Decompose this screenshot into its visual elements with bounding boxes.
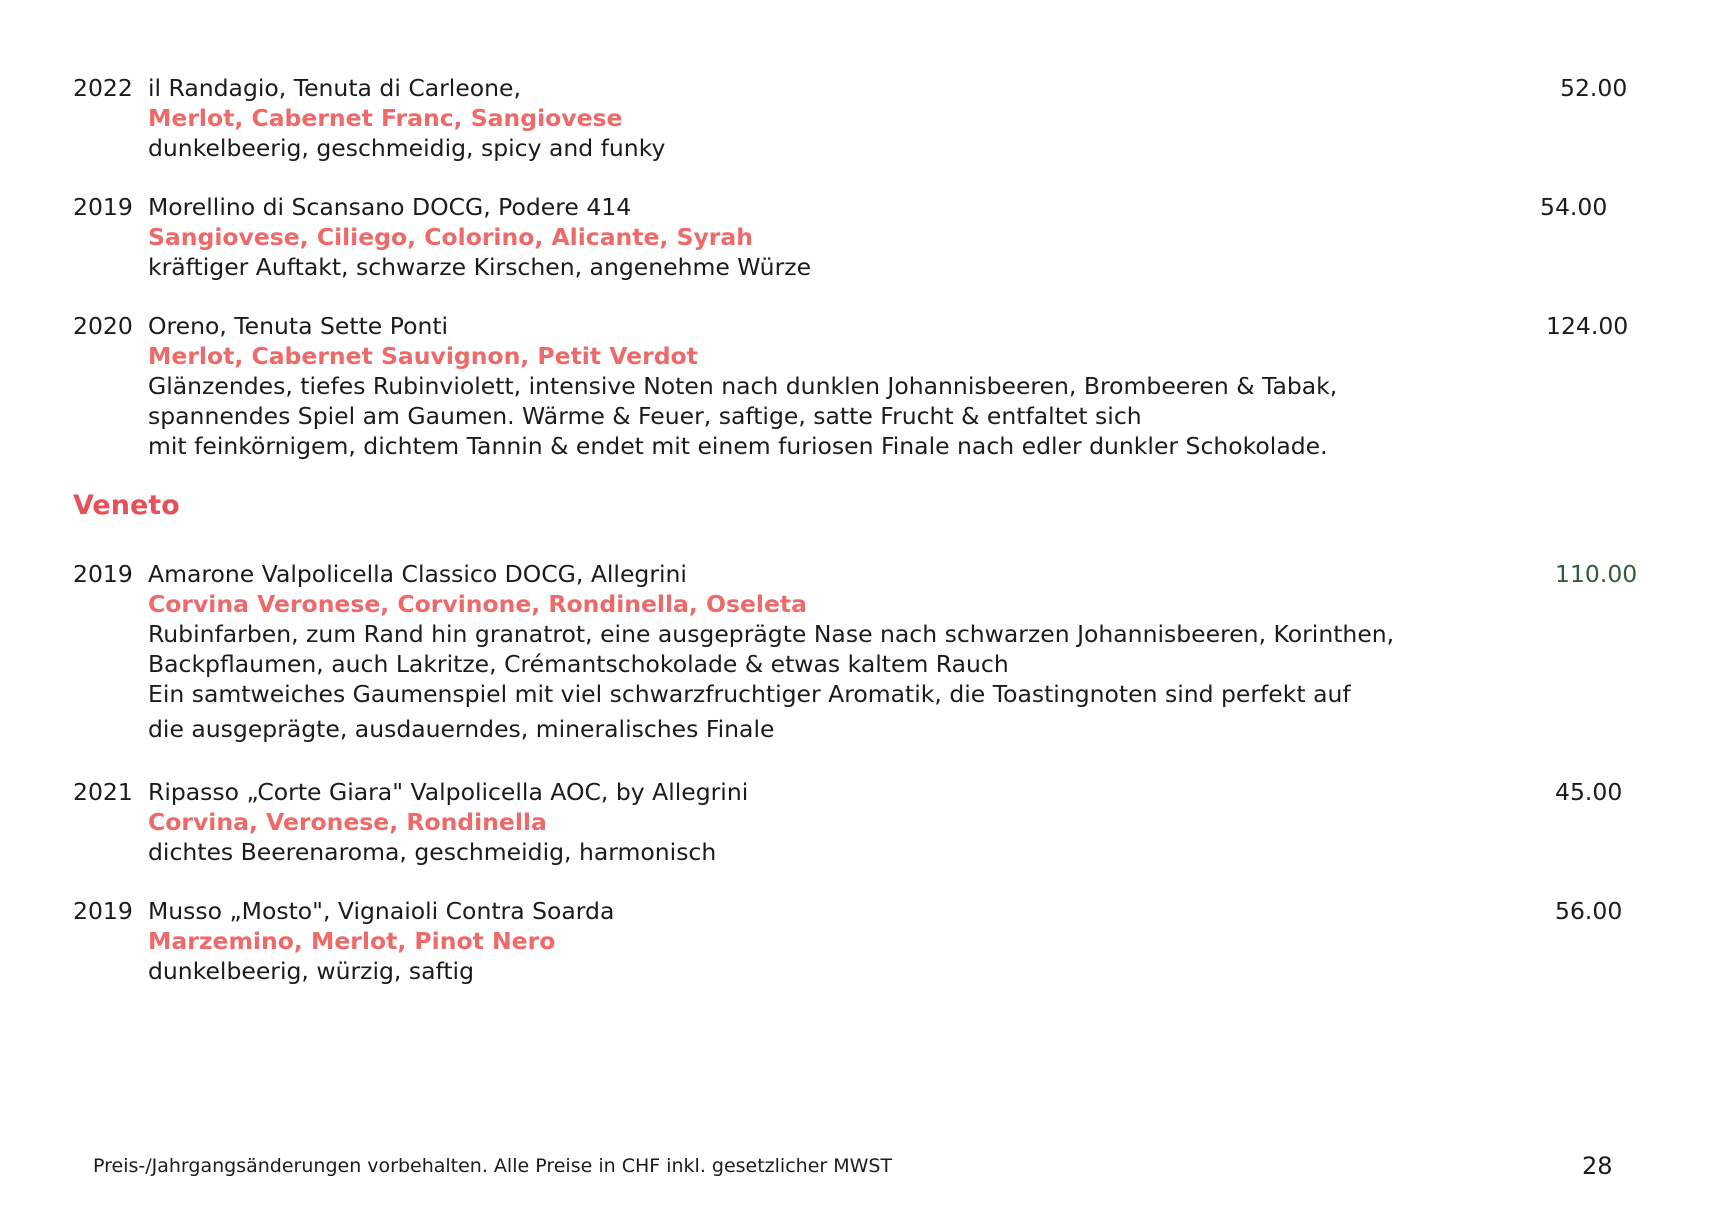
page-number: 28 [1582, 1152, 1613, 1180]
wine-year: 2022 [73, 74, 133, 102]
wine-grapes: Marzemino, Merlot, Pinot Nero [148, 927, 556, 955]
wine-description: dichtes Beerenaroma, geschmeidig, harmonisch [148, 838, 717, 866]
wine-description: mit feinkörnigem, dichtem Tannin & endet mit einem furiosen Finale nach edler dunkler Schokolade. [148, 432, 1328, 460]
wine-description: Rubinfarben, zum Rand hin granatrot, eine ausgeprägte Nase nach schwarzen Johannisbeeren, Korinthen, [148, 620, 1395, 648]
wine-year: 2021 [73, 778, 133, 806]
wine-description: Ein samtweiches Gaumenspiel mit viel schwarzfruchtiger Aromatik, die Toastingnoten sind perfekt auf [148, 680, 1351, 708]
wine-name: Musso „Mosto", Vignaioli Contra Soarda [148, 897, 615, 925]
wine-entry [73, 777, 1653, 867]
wine-description: spannendes Spiel am Gaumen. Wärme & Feuer, saftige, satte Frucht & entfaltet sich [148, 402, 1142, 430]
wine-price: 124.00 [1546, 312, 1629, 340]
wine-entry [73, 73, 1653, 163]
wine-year: 2020 [73, 312, 133, 340]
wine-year: 2019 [73, 193, 133, 221]
wine-name: Oreno, Tenuta Sette Ponti [148, 312, 449, 340]
wine-grapes: Merlot, Cabernet Sauvignon, Petit Verdot [148, 342, 698, 370]
wine-name: Ripasso „Corte Giara" Valpolicella AOC, by Allegrini [148, 778, 749, 806]
wine-entry [73, 311, 1653, 461]
wine-year: 2019 [73, 897, 133, 925]
wine-entry [73, 192, 1653, 282]
wine-description: dunkelbeerig, würzig, saftig [148, 957, 475, 985]
wine-grapes: Sangiovese, Ciliego, Colorino, Alicante, Syrah [148, 223, 753, 251]
wine-grapes: Merlot, Cabernet Franc, Sangiovese [148, 104, 623, 132]
wine-price: 45.00 [1555, 778, 1623, 806]
wine-description: dunkelbeerig, geschmeidig, spicy and funky [148, 134, 666, 162]
wine-price: 52.00 [1560, 74, 1628, 102]
wine-year: 2019 [73, 560, 133, 588]
wine-grapes: Corvina, Veronese, Rondinella [148, 808, 547, 836]
wine-name: Morellino di Scansano DOCG, Podere 414 [148, 193, 632, 221]
wine-price: 54.00 [1540, 193, 1608, 221]
wine-grapes: Corvina Veronese, Corvinone, Rondinella, Oseleta [148, 590, 807, 618]
wine-entry [73, 559, 1653, 744]
wine-description: Backpflaumen, auch Lakritze, Crémantschokolade & etwas kaltem Rauch [148, 650, 1009, 678]
wine-price: 110.00 [1555, 560, 1638, 588]
wine-description: die ausgeprägte, ausdauerndes, mineralisches Finale [148, 715, 775, 743]
section-title: Veneto [73, 490, 180, 521]
wine-name: Amarone Valpolicella Classico DOCG, Allegrini [148, 560, 687, 588]
wine-price: 56.00 [1555, 897, 1623, 925]
wine-description: Glänzendes, tiefes Rubinviolett, intensive Noten nach dunklen Johannisbeeren, Brombeeren & Tabak, [148, 372, 1338, 400]
wine-name: il Randagio, Tenuta di Carleone, [148, 74, 521, 102]
wine-description: kräftiger Auftakt, schwarze Kirschen, angenehme Würze [148, 253, 812, 281]
footer-note: Preis-/Jahrgangsänderungen vorbehalten. Alle Preise in CHF inkl. gesetzlicher MWST [93, 1155, 893, 1177]
wine-entry [73, 896, 1653, 986]
